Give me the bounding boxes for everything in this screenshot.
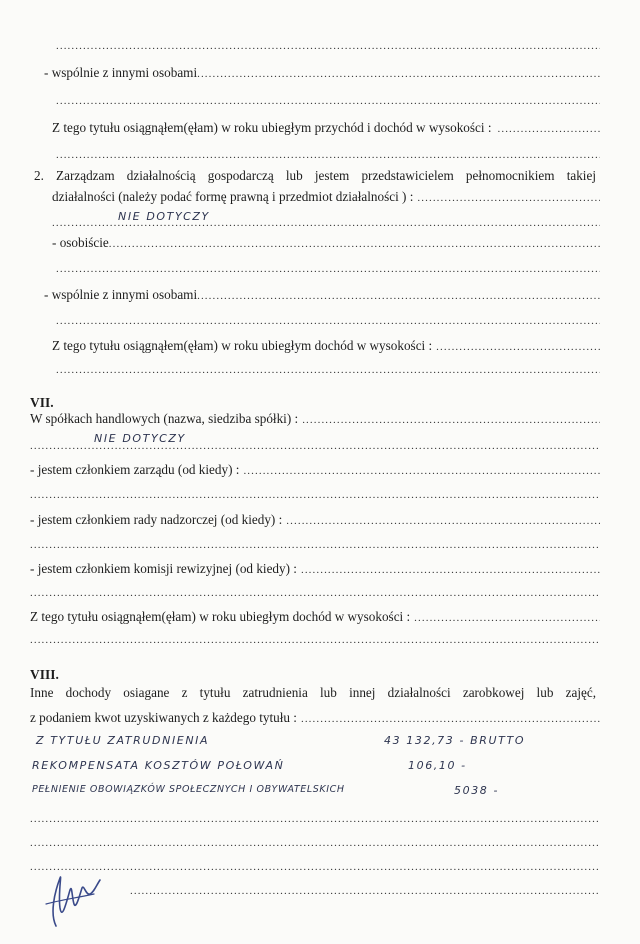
viii-line2-row [0,710,600,727]
viii-line1: Inne dochody osiagane z tytułu zatrudnienia lub innej działalności zarobkowej lub zajęć, [30,685,596,700]
viii-line2: z podaniem kwot uzyskiwanych z każdego tytułu : [30,710,297,725]
dotted-line [0,362,600,378]
companies-label: W spółkach handlowych (nazwa, siedziba spółki) : [30,411,299,426]
dotted-line [0,537,600,553]
entry-amount: 5038 - [454,784,500,797]
companies-row [0,411,600,428]
item2-line2-row [0,189,600,206]
income-entry [30,759,590,777]
jointly-row [0,65,600,82]
entry-source: Z TYTUŁU ZATRUDNIENIA [36,734,210,747]
audit-label: - jestem członkiem komisji rewizyjnej (od kiedy) : [30,561,297,576]
handwritten-line [30,212,590,230]
signature [36,864,116,934]
handwritten-nie-dotyczy: NIE DOTYCZY [118,210,210,223]
dotted-line [0,147,600,163]
dotted-line [130,884,600,898]
dotted-line [0,487,600,503]
dotted-line [30,812,600,826]
jointly2-row [0,287,600,304]
item2-line2: działalności (należy podać formę prawną i przedmiot działalności ) : [52,189,414,204]
supervisory-label: - jestem członkiem rady nadzorczej (od kiedy) : [30,512,283,527]
dotted-line [0,93,600,109]
income2-label: Z tego tytułu osiągnąłem(ęłam) w roku ubiegłym dochód w wysokości : [52,338,433,353]
handwritten-line [30,434,590,452]
board-label: - jestem członkiem zarządu (od kiedy) : [30,462,240,477]
income1-label: Z tego tytułu osiągnąłem(ęłam) w roku ubiegłym przychód i dochód w wysokości : [52,120,492,135]
dotted-line [0,38,600,54]
vii-income-label: Z tego tytułu osiągnąłem(ęłam) w roku ubiegłym dochód w wysokości : [30,609,411,624]
income1-row [0,120,600,137]
personally-label: - osobiście [52,235,109,250]
audit-row [0,561,600,578]
vii-income-row [0,609,600,626]
board-row [0,462,600,479]
income-entry [30,784,590,802]
income-entry [30,734,590,752]
entry-source: PEŁNIENIE OBOWIĄZKÓW SPOŁECZNYCH I OBYWATELSKICH [32,784,345,795]
dotted-line [0,632,600,648]
handwritten-nie-dotyczy: NIE DOTYCZY [94,432,186,445]
section-vii-heading: VII. [30,395,54,410]
dotted-line [0,261,600,277]
dotted-line [0,585,600,601]
dotted-line [30,836,600,850]
dotted-line [0,313,600,329]
jointly-dots [197,66,600,82]
jointly2-label: - wspólnie z innymi osobami [44,287,198,302]
personally-row [0,235,600,252]
section-viii-heading: VIII. [30,667,59,682]
income2-row [0,338,600,355]
item2-line1: 2. Zarządzam działalnością gospodarczą lub jestem przedstawicielem pełnomocnikiem takiej [34,168,596,183]
supervisory-row [0,512,600,529]
jointly-label: - wspólnie z innymi osobami [44,65,198,80]
entry-amount: 43 132,73 - BRUTTO [384,734,526,747]
entry-source: REKOMPENSATA KOSZTÓW POŁOWAŃ [32,759,285,772]
entry-amount: 106,10 - [408,759,467,772]
